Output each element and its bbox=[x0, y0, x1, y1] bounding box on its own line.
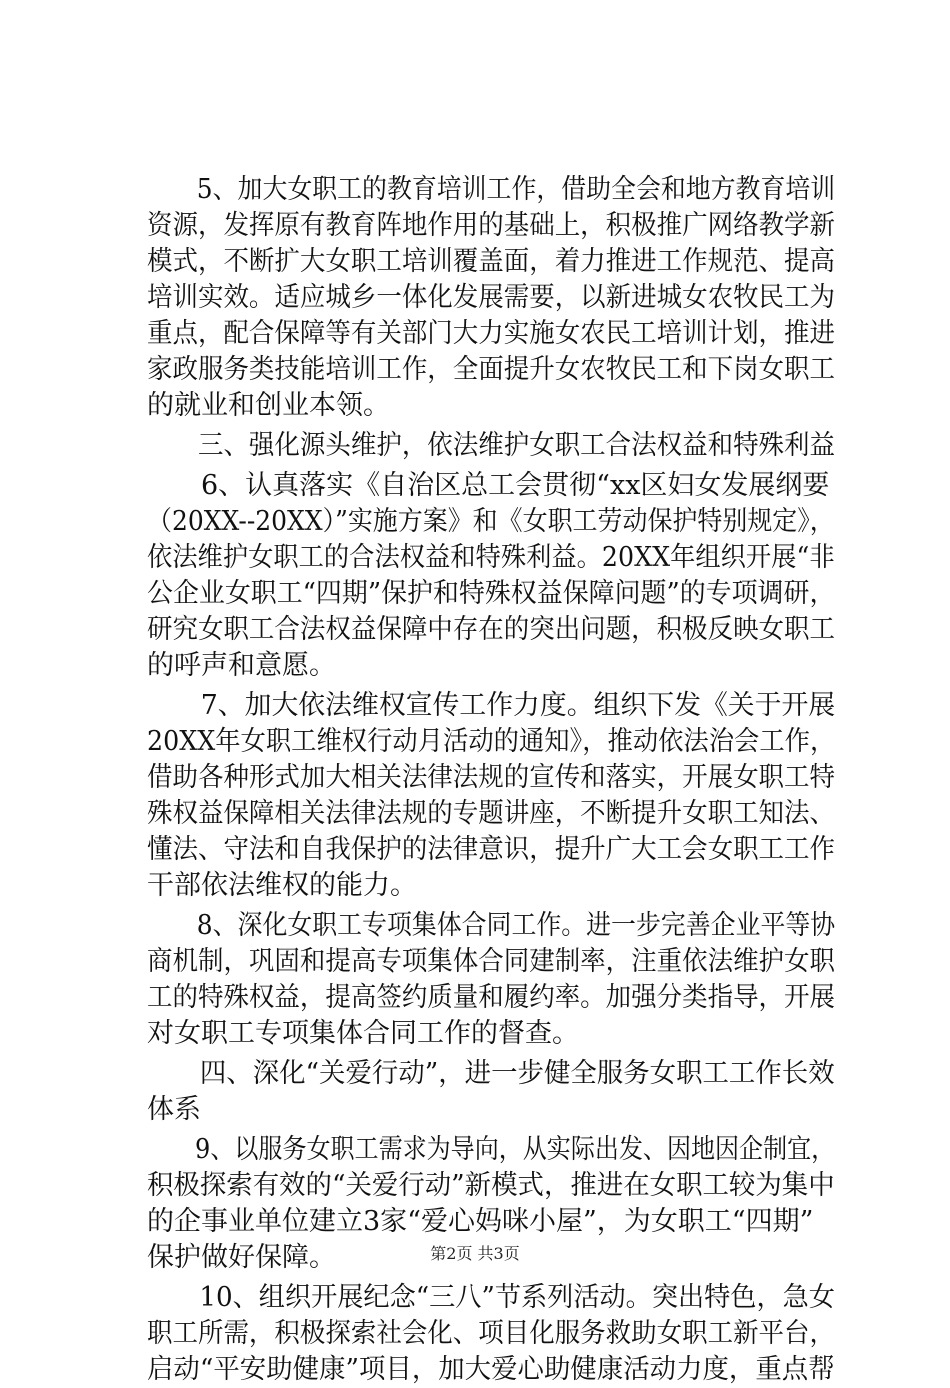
text-line: 积极探索有效的“关爱行动”新模式，推进在女职工较为集中 bbox=[147, 1170, 835, 1201]
text-line: 5、加大女职工的教育培训工作，借助全会和地方教育培训 bbox=[147, 174, 836, 205]
text-line: 公企业女职工“四期”保护和特殊权益保障问题”的专项调研， bbox=[147, 578, 836, 609]
text-line: 20XX年女职工维权行动月活动的通知》，推动依法治会工作， bbox=[147, 726, 836, 757]
text-line: 的就业和创业本领。 bbox=[147, 390, 390, 421]
page-number-footer: 第2页 共3页 bbox=[430, 1244, 520, 1263]
text-line: 启动“平安助健康”项目，加大爱心助健康活动力度，重点帮 bbox=[147, 1354, 835, 1385]
text-line: 家政服务类技能培训工作，全面提升女农牧民工和下岗女职工 bbox=[147, 354, 835, 385]
document-body bbox=[147, 172, 835, 1388]
text-line: 懂法、守法和自我保护的法律意识，提升广大工会女职工工作 bbox=[147, 834, 835, 865]
text-line: 7、加大依法维权宣传工作力度。组织下发《关于开展 bbox=[147, 690, 836, 721]
paragraph-6 bbox=[147, 468, 835, 684]
paragraph-8 bbox=[147, 908, 835, 1052]
text-line: 培训实效。适应城乡一体化发展需要，以新进城女农牧民工为 bbox=[147, 282, 835, 313]
text-line: 借助各种形式加大相关法律法规的宣传和落实，开展女职工特 bbox=[147, 762, 835, 793]
text-line: 9、以服务女职工需求为导向，从实际出发、因地因企制宜， bbox=[147, 1134, 836, 1165]
text-line: 模式，不断扩大女职工培训覆盖面，着力推进工作规范、提高 bbox=[147, 246, 835, 277]
paragraph-7 bbox=[147, 688, 835, 904]
heading-line: 体系 bbox=[147, 1094, 201, 1125]
text-line: 职工所需，积极探索社会化、项目化服务救助女职工新平台， bbox=[147, 1318, 835, 1349]
heading-line: 四、深化“关爱行动”，进一步健全服务女职工工作长效 bbox=[147, 1058, 835, 1089]
paragraph-5 bbox=[147, 172, 835, 424]
text-line: 6、认真落实《自治区总工会贯彻“xx区妇女发展纲要 bbox=[147, 470, 830, 501]
text-line: 保护做好保障。 bbox=[147, 1242, 336, 1273]
text-line: 工的特殊权益，提高签约质量和履约率。加强分类指导，开展 bbox=[147, 982, 835, 1013]
section-heading-3 bbox=[147, 428, 835, 464]
text-line: （20XX--20XX）”实施方案》和《女职工劳动保护特别规定》， bbox=[147, 506, 835, 537]
text-line: 干部依法维权的能力。 bbox=[147, 870, 417, 901]
text-line: 殊权益保障相关法律法规的专题讲座，不断提升女职工知法、 bbox=[147, 798, 835, 829]
text-line: 8、深化女职工专项集体合同工作。进一步完善企业平等协 bbox=[147, 910, 836, 941]
paragraph-10 bbox=[147, 1280, 835, 1388]
text-line: 资源，发挥原有教育阵地作用的基础上，积极推广网络教学新 bbox=[147, 210, 835, 241]
text-line: 重点，配合保障等有关部门大力实施女农民工培训计划，推进 bbox=[147, 318, 835, 349]
heading-line: 三、强化源头维护，依法维护女职工合法权益和特殊利益 bbox=[147, 430, 835, 461]
text-line: 依法维护女职工的合法权益和特殊利益。20XX年组织开展“非 bbox=[147, 542, 835, 573]
text-line: 10、组织开展纪念“三八”节系列活动。突出特色，急女 bbox=[147, 1282, 835, 1313]
text-line: 研究女职工合法权益保障中存在的突出问题，积极反映女职工 bbox=[147, 614, 835, 645]
section-heading-4 bbox=[147, 1056, 835, 1128]
text-line: 对女职工专项集体合同工作的督查。 bbox=[147, 1018, 579, 1049]
text-line: 的企事业单位建立3家“爱心妈咪小屋”，为女职工“四期” bbox=[147, 1206, 814, 1237]
text-line: 的呼声和意愿。 bbox=[147, 650, 336, 681]
text-line: 商机制，巩固和提高专项集体合同建制率，注重依法维护女职 bbox=[147, 946, 835, 977]
